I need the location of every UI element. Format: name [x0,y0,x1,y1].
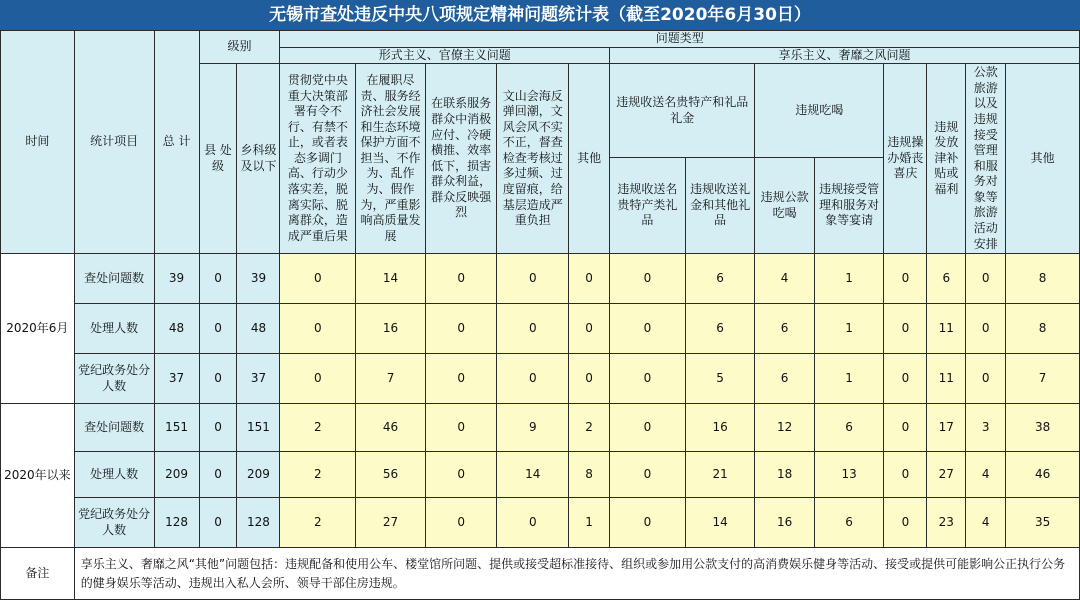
formalism-1-cell: 0 [280,304,356,354]
header-formalism-3: 在联系服务群众中消极应付、冷硬横推、效率低下，损害群众利益，群众反映强烈 [425,64,497,254]
header-formalism-1: 贯彻党中央重大决策部署有令不行、有禁不止，或者表态多调门高、行动少落实差，脱离实际、脱离群众，造成严重后果 [280,64,356,254]
notes-label: 备注 [1,548,75,600]
table-row [1,498,1080,548]
header-hedonism: 享乐主义、奢靡之风问题 [610,47,1080,64]
header-allowance: 违规发放津补贴或福利 [927,64,966,254]
travel-cell: 4 [966,498,1006,548]
wedding-cell: 0 [884,404,927,452]
formalism-3-cell: 0 [425,254,497,304]
header-total: 总 计 [154,31,199,254]
travel-cell: 0 [966,304,1006,354]
formalism-2-cell: 16 [356,304,426,354]
formalism-other-cell: 2 [569,404,610,452]
formalism-1-cell: 2 [280,498,356,548]
formalism-1-cell: 2 [280,404,356,452]
meal-a-cell: 16 [755,498,814,548]
formalism-4-cell: 0 [497,304,569,354]
formalism-4-cell: 0 [497,254,569,304]
hedonism-other-cell: 46 [1006,452,1080,498]
county-level-cell: 0 [199,452,237,498]
header-township-level: 乡科级及以下 [237,64,280,254]
table-body [1,31,1080,600]
formalism-3-cell: 0 [425,304,497,354]
period-label: 2020年6月 [1,254,75,404]
total-cell: 37 [154,354,199,404]
header-gift-a: 违规收送名贵特产类礼品 [610,158,686,254]
gift-a-cell: 0 [610,452,686,498]
formalism-2-cell: 27 [356,498,426,548]
travel-cell: 3 [966,404,1006,452]
gift-a-cell: 0 [610,498,686,548]
gift-b-cell: 6 [685,304,755,354]
wedding-cell: 0 [884,498,927,548]
table-row [1,452,1080,498]
travel-cell: 0 [966,354,1006,404]
formalism-1-cell: 0 [280,254,356,304]
hedonism-other-cell: 35 [1006,498,1080,548]
allowance-cell: 11 [927,304,966,354]
hedonism-other-cell: 7 [1006,354,1080,404]
meal-b-cell: 6 [814,404,884,452]
formalism-2-cell: 56 [356,452,426,498]
gift-a-cell: 0 [610,354,686,404]
gift-a-cell: 0 [610,404,686,452]
notes-row [1,548,1080,600]
allowance-cell: 11 [927,354,966,404]
meal-a-cell: 12 [755,404,814,452]
row-item-label: 查处问题数 [74,404,154,452]
meal-a-cell: 18 [755,452,814,498]
wedding-cell: 0 [884,354,927,404]
formalism-3-cell: 0 [425,498,497,548]
header-travel: 公款旅游以及违规接受管理和服务对象等旅游活动安排 [966,64,1006,254]
county-level-cell: 0 [199,304,237,354]
county-level-cell: 0 [199,354,237,404]
header-formalism-4: 文山会海反弹回潮，文风会风不实不正，督查检查考核过多过频、过度留痕，给基层造成严重负担 [497,64,569,254]
meal-b-cell: 1 [814,354,884,404]
row-item-label: 查处问题数 [74,254,154,304]
meal-a-cell: 6 [755,354,814,404]
table-row [1,304,1080,354]
table-row [1,354,1080,404]
header-formalism-other: 其他 [569,64,610,254]
gift-b-cell: 16 [685,404,755,452]
meal-b-cell: 1 [814,304,884,354]
meal-b-cell: 1 [814,254,884,304]
formalism-3-cell: 0 [425,404,497,452]
wedding-cell: 0 [884,254,927,304]
county-level-cell: 0 [199,498,237,548]
formalism-other-cell: 0 [569,254,610,304]
gift-b-cell: 5 [685,354,755,404]
header-item: 统计项目 [74,31,154,254]
gift-a-cell: 0 [610,254,686,304]
formalism-1-cell: 2 [280,452,356,498]
period-label: 2020年以来 [1,404,75,548]
header-hedonism-other: 其他 [1006,64,1080,254]
hedonism-other-cell: 8 [1006,254,1080,304]
township-level-cell: 209 [237,452,280,498]
travel-cell: 0 [966,254,1006,304]
total-cell: 128 [154,498,199,548]
header-formalism: 形式主义、官僚主义问题 [280,47,610,64]
total-cell: 39 [154,254,199,304]
formalism-3-cell: 0 [425,452,497,498]
formalism-4-cell: 0 [497,354,569,404]
meal-a-cell: 6 [755,304,814,354]
meal-b-cell: 13 [814,452,884,498]
allowance-cell: 17 [927,404,966,452]
formalism-4-cell: 9 [497,404,569,452]
formalism-other-cell: 0 [569,354,610,404]
township-level-cell: 48 [237,304,280,354]
header-meal-a: 违规公款吃喝 [755,158,814,254]
gift-b-cell: 21 [685,452,755,498]
township-level-cell: 151 [237,404,280,452]
header-gift-b: 违规收送礼金和其他礼品 [685,158,755,254]
row-item-label: 党纪政务处分人数 [74,498,154,548]
row-item-label: 处理人数 [74,452,154,498]
allowance-cell: 27 [927,452,966,498]
formalism-3-cell: 0 [425,354,497,404]
formalism-1-cell: 0 [280,354,356,404]
header-wedding: 违规操办婚丧喜庆 [884,64,927,254]
formalism-2-cell: 14 [356,254,426,304]
header-county-level: 县 处级 [199,64,237,254]
total-cell: 48 [154,304,199,354]
formalism-4-cell: 14 [497,452,569,498]
notes-text: 享乐主义、奢靡之风“其他”问题包括：违规配备和使用公车、楼堂馆所问题、提供或接受超标准接待、组织或参加用公款支付的高消费娱乐健身等活动、接受或提供可能影响公正执行公务的健身娱乐等活动、违规出入私人会所、领导干部住房违规。 [74,548,1079,600]
hedonism-other-cell: 8 [1006,304,1080,354]
table-row [1,404,1080,452]
meal-a-cell: 4 [755,254,814,304]
wedding-cell: 0 [884,452,927,498]
header-problem-type: 问题类型 [280,31,1080,48]
gift-b-cell: 14 [685,498,755,548]
wedding-cell: 0 [884,304,927,354]
row-item-label: 处理人数 [74,304,154,354]
formalism-other-cell: 1 [569,498,610,548]
table-row [1,254,1080,304]
formalism-other-cell: 8 [569,452,610,498]
header-time: 时间 [1,31,75,254]
township-level-cell: 128 [237,498,280,548]
header-gift: 违规收送名贵特产和礼品礼金 [610,64,755,158]
header-formalism-2: 在履职尽责、服务经济社会发展和生态环境保护方面不担当、不作为、乱作为、假作为，严重影响高质量发展 [356,64,426,254]
county-level-cell: 0 [199,254,237,304]
allowance-cell: 23 [927,498,966,548]
meal-b-cell: 6 [814,498,884,548]
hedonism-other-cell: 38 [1006,404,1080,452]
total-cell: 151 [154,404,199,452]
township-level-cell: 39 [237,254,280,304]
allowance-cell: 6 [927,254,966,304]
township-level-cell: 37 [237,354,280,404]
header-meal-b: 违规接受管理和服务对象等宴请 [814,158,884,254]
formalism-2-cell: 7 [356,354,426,404]
total-cell: 209 [154,452,199,498]
formalism-4-cell: 0 [497,498,569,548]
formalism-2-cell: 46 [356,404,426,452]
gift-a-cell: 0 [610,304,686,354]
gift-b-cell: 6 [685,254,755,304]
header-level: 级别 [199,31,280,64]
row-item-label: 党纪政务处分人数 [74,354,154,404]
document-title: 无锡市查处违反中央八项规定精神问题统计表（截至2020年6月30日） [0,0,1080,30]
header-meal: 违规吃喝 [755,64,884,158]
formalism-other-cell: 0 [569,304,610,354]
county-level-cell: 0 [199,404,237,452]
travel-cell: 4 [966,452,1006,498]
statistics-table [0,30,1080,600]
